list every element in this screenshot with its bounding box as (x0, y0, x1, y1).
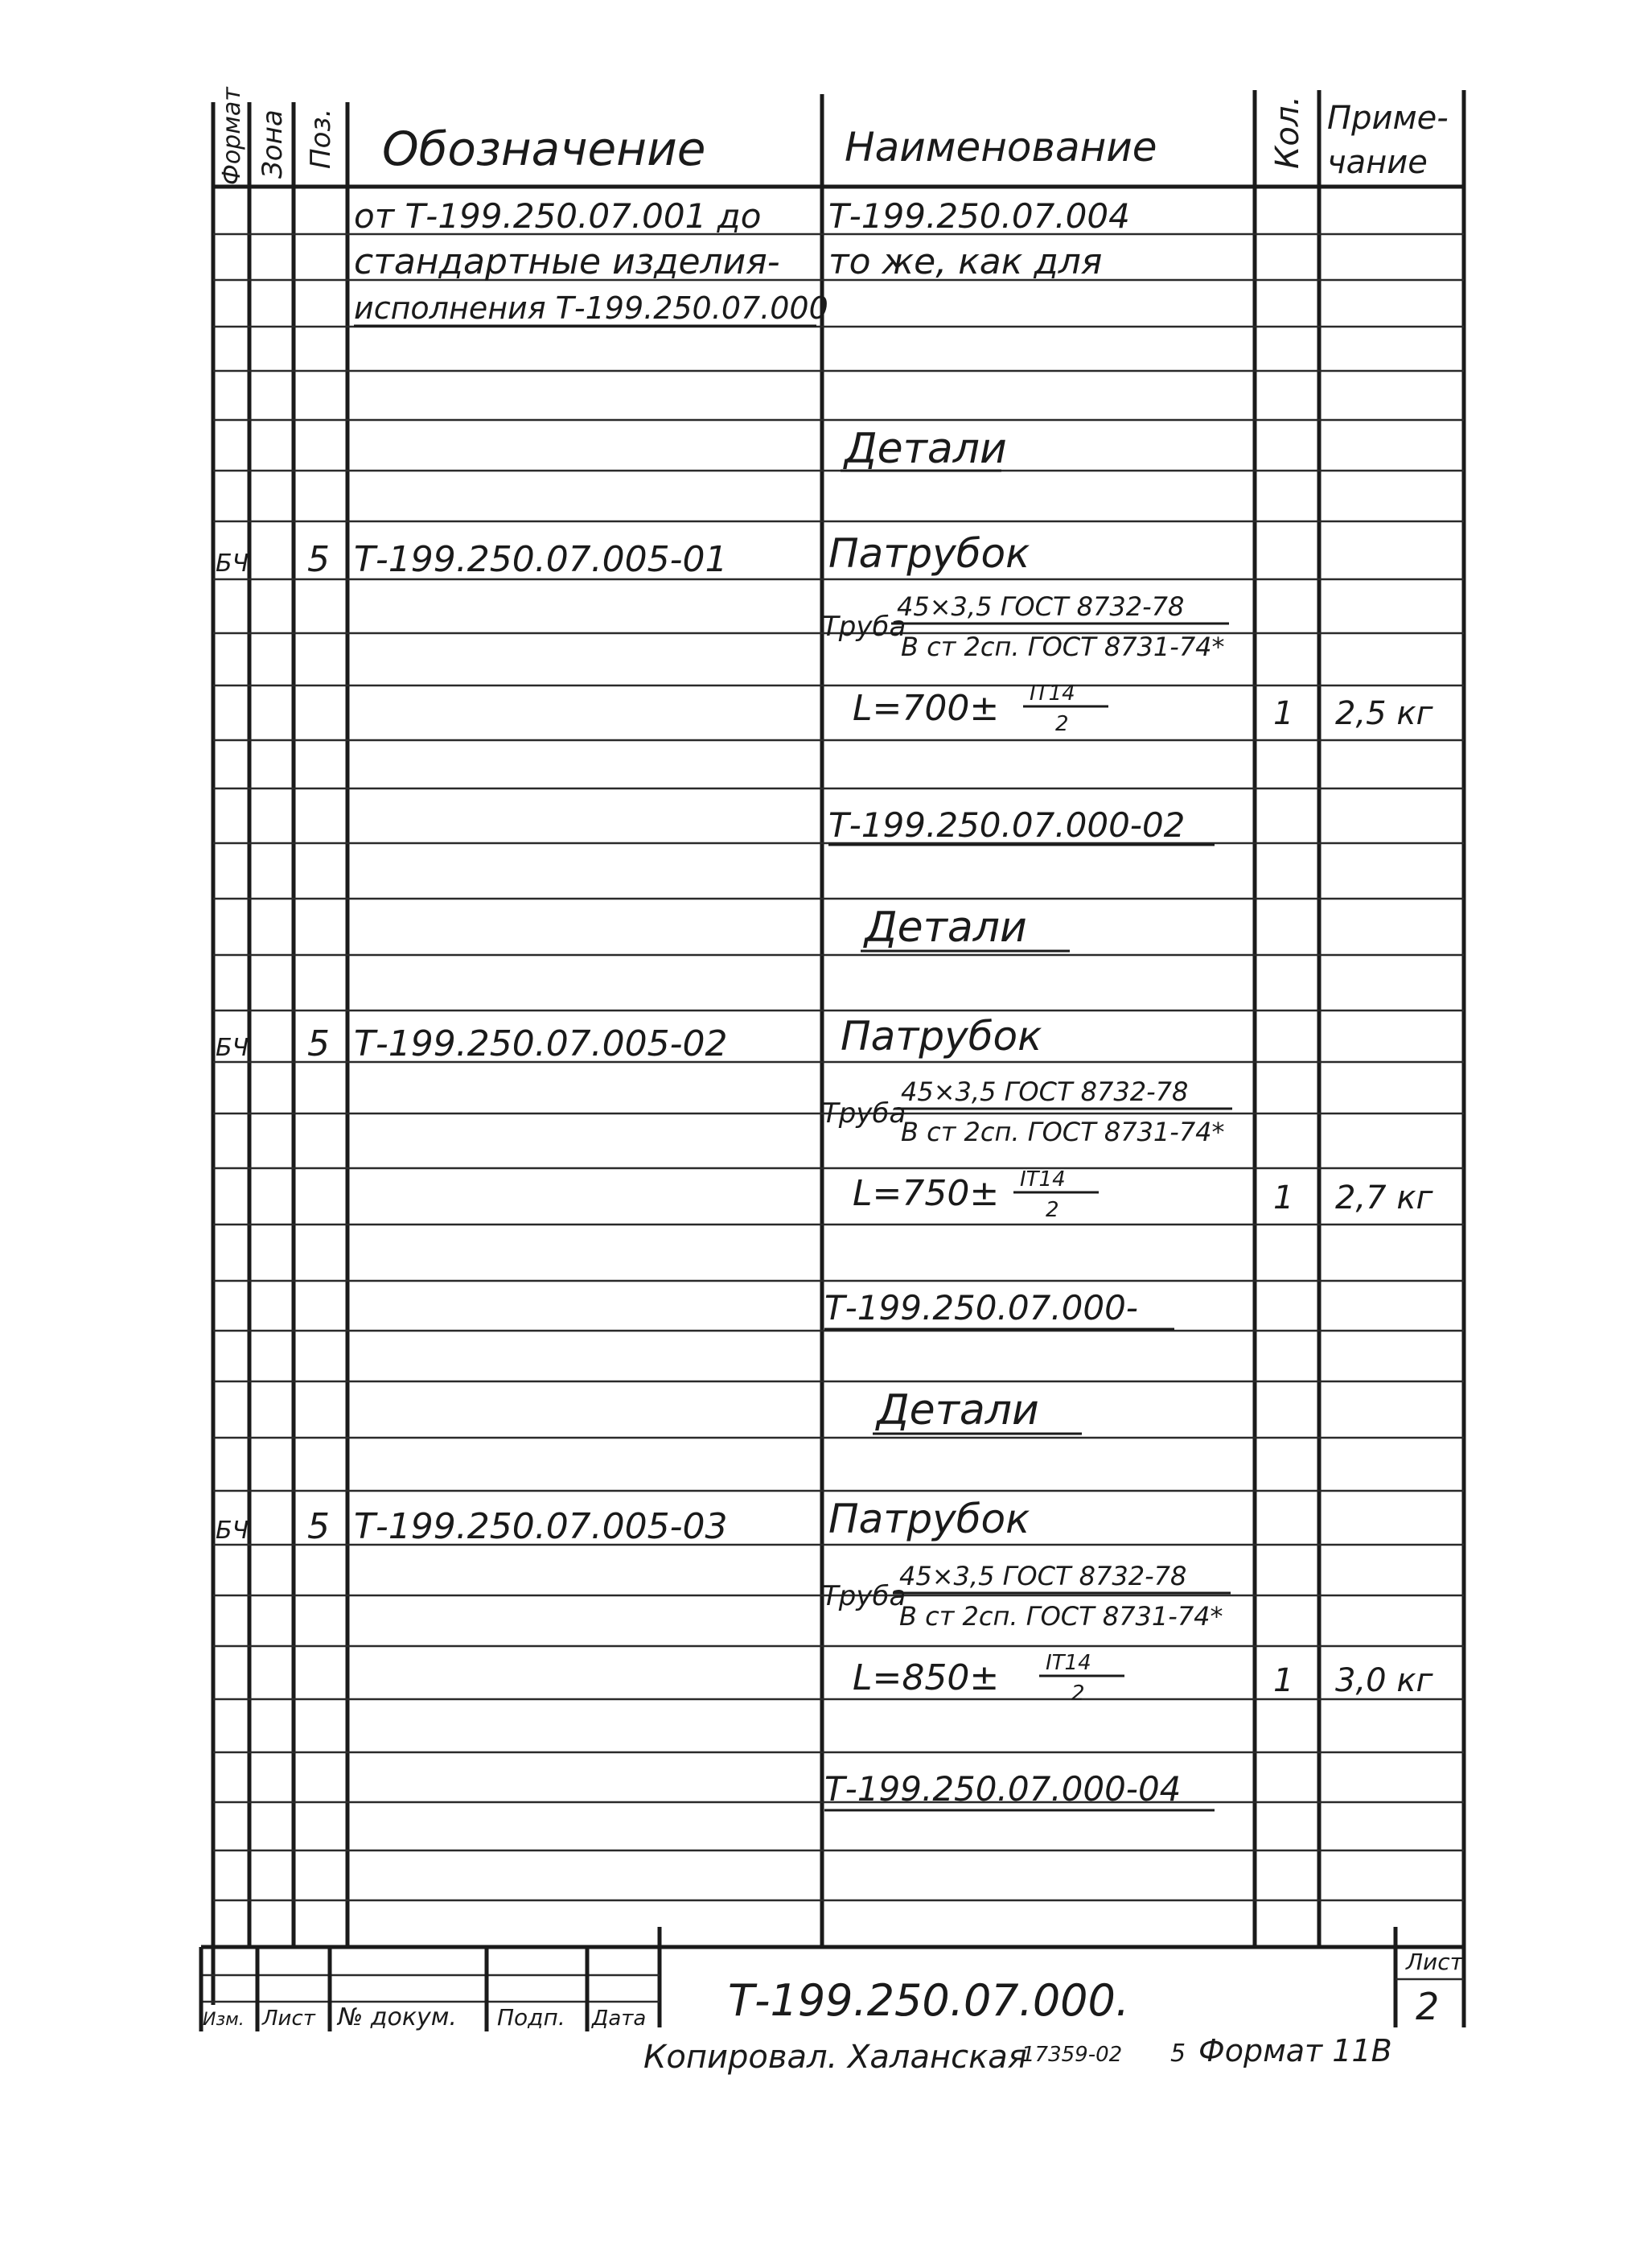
row-pos: 5 (307, 1023, 330, 1064)
table-header (218, 86, 1449, 185)
length-value: L=850± (853, 1657, 1000, 1698)
intro-designation-line1: от Т-199.250.07.001 до (354, 196, 762, 236)
title-block (201, 1927, 1464, 2031)
section-1 (216, 425, 1433, 845)
part-name: Патрубок (828, 1496, 1030, 1542)
row-note: 2,5 кг (1335, 695, 1433, 732)
row-designation: Т-199.250.07.005-01 (354, 539, 728, 580)
pipe-numerator: 45×3,5 ГОСТ 8732-78 (901, 1076, 1189, 1107)
intro-name-line2: то же, как для (828, 241, 1103, 282)
col-change: Изм. (203, 2010, 245, 2030)
section-3 (216, 1386, 1433, 1810)
header-name: Наименование (845, 124, 1157, 171)
length-value: L=700± (853, 688, 1000, 729)
footer-copied: Копировал. Халанская (643, 2039, 1027, 2076)
next-variant: Т-199.250.07.000- (824, 1288, 1138, 1327)
header-format: Формат (218, 87, 246, 185)
row-designation: Т-199.250.07.005-02 (354, 1023, 728, 1064)
header-zone: Зона (257, 109, 289, 179)
length-value: L=750± (853, 1173, 1000, 1214)
pipe-denominator: В ст 2сп. ГОСТ 8731-74* (899, 1601, 1223, 1632)
length-tolerance-num: IT14 (1030, 681, 1075, 706)
part-name: Патрубок (828, 530, 1030, 577)
sheet-number: 2 (1416, 1985, 1440, 2028)
row-note: 2,7 кг (1335, 1179, 1433, 1216)
part-name: Патрубок (841, 1013, 1042, 1060)
header-note-line1: Приме- (1327, 100, 1449, 137)
section-heading: Детали (877, 1386, 1039, 1434)
pipe-label: Труба (822, 611, 906, 643)
section-heading: Детали (845, 425, 1007, 473)
section-2 (216, 903, 1433, 1329)
footer-stamp: 17359-02 (1021, 2043, 1123, 2067)
header-designation: Обозначение (382, 121, 706, 176)
length-tolerance-num: IT14 (1046, 1651, 1091, 1675)
doc-number: Т-199.250.07.000. (728, 1975, 1130, 2026)
row-designation: Т-199.250.07.005-03 (354, 1506, 728, 1547)
row-rules (213, 234, 1464, 1900)
col-sheet: Лист (262, 2007, 315, 2031)
next-variant: Т-199.250.07.000-04 (824, 1769, 1182, 1809)
length-tolerance-den: 2 (1071, 1681, 1085, 1706)
pipe-numerator: 45×3,5 ГОСТ 8732-78 (897, 591, 1185, 622)
intro-name-line1: Т-199.250.07.004 (828, 196, 1130, 236)
pipe-label: Труба (822, 1580, 906, 1612)
section-heading: Детали (865, 903, 1027, 952)
row-pos: 5 (307, 539, 330, 580)
row-qty: 1 (1273, 695, 1294, 732)
row-note: 3,0 кг (1335, 1662, 1433, 1699)
header-qty: Кол. (1269, 95, 1306, 169)
col-date: Дата (592, 2007, 647, 2031)
intro-block (354, 196, 1130, 326)
length-tolerance-den: 2 (1046, 1198, 1059, 1222)
intro-designation-line3: исполнения Т-199.250.07.000 (354, 290, 828, 326)
pipe-denominator: В ст 2сп. ГОСТ 8731-74* (901, 632, 1225, 662)
row-format: БЧ (216, 1034, 249, 1062)
row-qty: 1 (1273, 1662, 1294, 1699)
sheet-label: Лист (1406, 1949, 1463, 1975)
intro-designation-line2: стандартные изделия- (354, 241, 780, 282)
header-note-line2: чание (1327, 144, 1428, 181)
next-variant: Т-199.250.07.000-02 (828, 805, 1186, 845)
row-format: БЧ (216, 550, 249, 578)
pipe-numerator: 45×3,5 ГОСТ 8732-78 (899, 1561, 1187, 1591)
pipe-denominator: В ст 2сп. ГОСТ 8731-74* (901, 1117, 1225, 1147)
pipe-label: Труба (822, 1097, 906, 1130)
length-tolerance-num: IT14 (1020, 1167, 1066, 1192)
row-qty: 1 (1273, 1179, 1294, 1216)
length-tolerance-den: 2 (1055, 712, 1069, 736)
header-pos: Поз. (305, 108, 337, 169)
row-format: БЧ (216, 1517, 249, 1545)
footer-format: Формат 11В (1198, 2033, 1392, 2068)
row-pos: 5 (307, 1506, 330, 1547)
footer-page: 5 (1170, 2040, 1186, 2068)
footer (643, 2033, 1392, 2076)
col-doc: № докум. (338, 2003, 457, 2031)
col-sign: Подп. (497, 2004, 565, 2031)
